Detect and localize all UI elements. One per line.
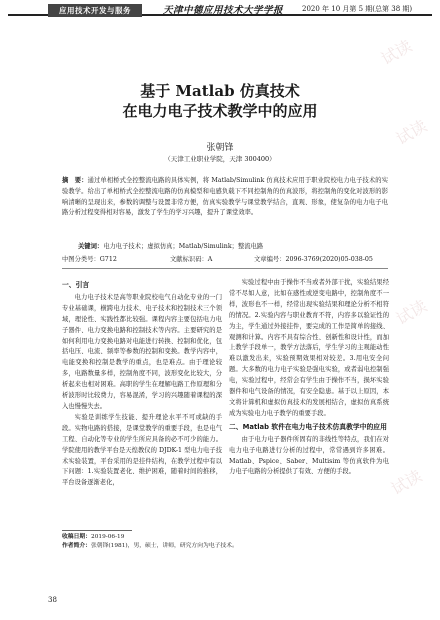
author-name: 张朝锋 [206, 143, 234, 153]
watermark: 试读 [377, 36, 416, 69]
page-number: 38 [48, 596, 57, 604]
clc-number: 中图分类号：G712 [62, 256, 117, 263]
header-section-badge: 应用技术开发与服务 [48, 4, 142, 17]
abstract [62, 176, 388, 219]
received-label: 收稿日期： [62, 534, 91, 540]
received-date: 2019-06-19 [91, 534, 125, 540]
author-affiliation: （天津工业职业学院，天津 300400） [164, 155, 276, 163]
header-issue-info: 2020 年 10 月第 5 期(总第 38 期) [302, 5, 413, 13]
header-journal-title: 天津中德应用技术大学学报 [163, 5, 284, 16]
watermark: 试读 [387, 466, 426, 499]
body-paragraph: 实验过程中由于操作不当或者外部干扰，实验结果经常不尽如人意，比如在感性或逆变电路中，控制角度不一样，波形也不一样，经常出现实验结果和理论分析不相符的情况。2.实验内容与职业教育不符，内容多以验证性的为主，学生通过外接挂件，要完成的工作是简单的接线、观测和计算。内容不具有综合性、创新性和设计性，而加上教学手段单一，教学方法落后，学生学习的主观能动性难以激发出来，实验预期效果相对较差。3.用电安全问题。大多数的电力电子实验是强电实验，或者弱电控制强电，实验过程中，经常会有学生由于操作不当，损坏实验器件和电气设备的情况，有安全隐患。基于以上原因，本文将计算机和虚拟仿真技术的发展相结合，虚拟仿真系统成为实验电力电子教学的重要手段。 [229, 279, 389, 417]
body-paragraph: 电力电子技术是高等职业院校电气自动化专业的一门专业基础课，横跨电力技术、电子技术和控制技术三个领域，理论性、实践性都比较强。课程内容主要包括电力电子器件、电力变换电路和控制技术等内容。主要研究的是如何利用电力变换电路对电能进行转换、控制和优化，包括电压、电流、频率等参数的控制和变换。教学内容中，电能变换和控制是教学的重点，也是难点。由于理论较多，电路数量多样，控制角度不同，波形变化比较大，分析起来也相对困难。高职的学生在理解电路工作原理和分析波形时比较费力，容易混淆，学习的兴趣随着课程的深入也慢慢失去。 [62, 293, 222, 410]
watermark: 试读 [392, 116, 431, 149]
keywords [78, 241, 388, 250]
watermark: 试读 [392, 296, 431, 329]
body-left-column [62, 278, 222, 489]
footnote [62, 533, 262, 551]
article-title-line2: 在电力电子技术教学中的应用 [122, 102, 318, 120]
author-bio-label: 作者简介： [62, 543, 91, 549]
article-title-line1: 基于 Matlab 仿真技术 [140, 82, 300, 100]
abstract-text: 通过单相桥式全控整流电路的具体实例，将 Matlab/Simulink 仿真技术应用于职业院校电力电子技术的实验教学。给出了单相桥式全控整流电路的仿真模型和电感负载下不同控制角的仿真波形，将控制角的变化对波形的影响清晰的呈现出来，参数的调整与设置非常方便，仿真实验教学与课堂教学结合，直观、形象，使复杂的电力电子电路分析过程变得相对容易，激发了学生的学习兴趣，提升了课堂效率。 [62, 177, 388, 217]
author-bio: 张朝锋(1981)，男，硕士，讲师，研究方向为电子技术。 [91, 543, 238, 549]
document-code: 文献标识码：A [170, 256, 213, 263]
body-paragraph: 由于电力电子器件所固有的非线性等特点，我们在对电力电子电路进行分析的过程中，常常遇到许多困难。Matlab、Pspice、Saber、Multisim 等仿真软件为电力电子电路的分析提供了有效、方便的手段。 [229, 435, 389, 476]
article-number: 文章编号：2096-3769(2020)05-038-05 [254, 256, 373, 263]
footnote-rule [62, 530, 132, 531]
body-right-column [229, 278, 389, 478]
keywords-text: 电力电子技术；虚拟仿真；Matlab/Simulink；整流电路 [103, 243, 264, 250]
body-paragraph: 实验是训练学生技能、提升理论水平不可或缺的手段。实物电路的搭接，是课堂教学的重要手段，也是电气工程、自动化等专业的学生所应具备的必不可少的能力。学院使用的教学平台是天煌教仪的 DJDK-1 型电力电子技术实验装置，平台采用的是挂件结构，在教学过程中有以下问题：1.实验装置老化、维护困难，随着时间的推移，平台设备逐渐老化， [62, 413, 222, 487]
classification-line [62, 254, 388, 263]
section-heading-intro: 一、引言 [62, 281, 90, 289]
abstract-divider [62, 268, 388, 269]
abstract-label: 摘 要： [62, 177, 88, 184]
section-heading-matlab: 二、Matlab 软件在电力电子技术仿真教学中的应用 [229, 422, 387, 431]
page-header [0, 0, 440, 34]
keywords-label: 关键词： [78, 243, 104, 250]
